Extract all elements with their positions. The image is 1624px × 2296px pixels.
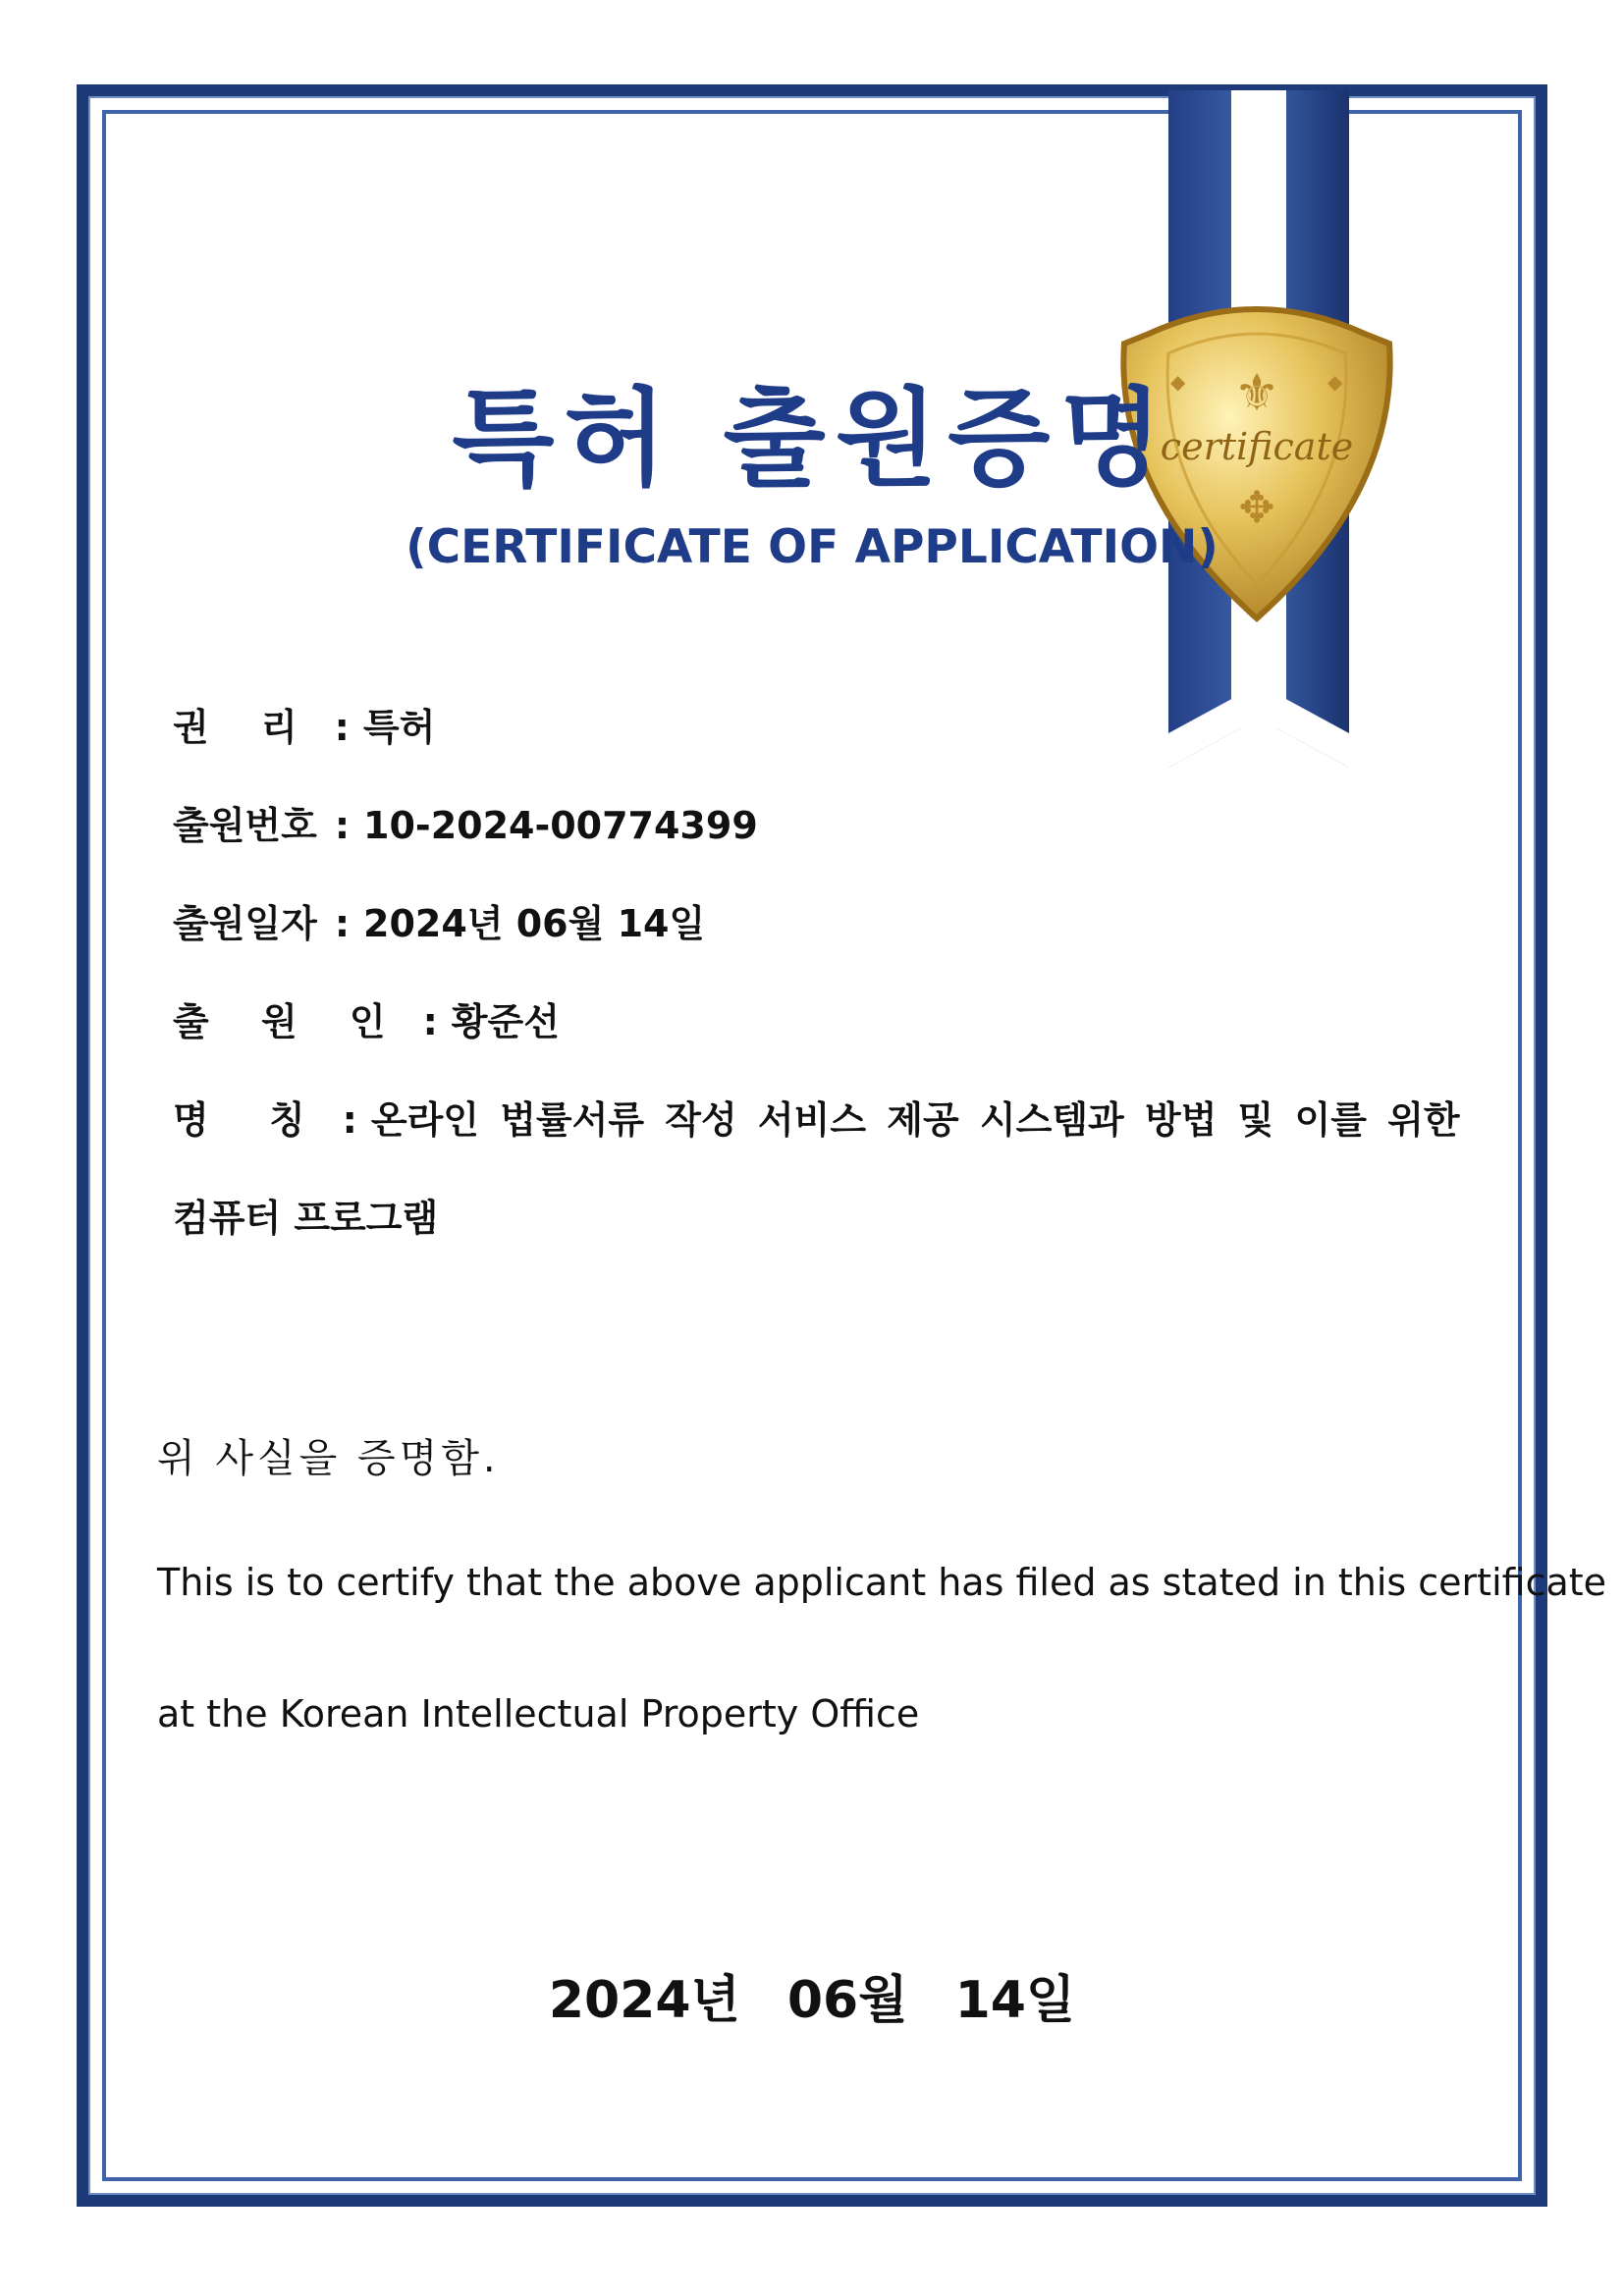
svg-text:⚜: ⚜ (1233, 364, 1280, 423)
field-separator: : (422, 1000, 438, 1043)
field-applicant (173, 991, 560, 1045)
field-application-date-label: 출원일자 (173, 902, 317, 945)
certificate-title-english: (CERTIFICATE OF APPLICATION) (406, 520, 1218, 574)
certify-statement-english-line1: This is to certify that the above applicant has filed as stated in this certificate (157, 1561, 1607, 1604)
field-separator: : (334, 706, 350, 749)
certify-statement-english-line2: at the Korean Intellectual Property Office (157, 1692, 920, 1735)
field-application-number-value: 10-2024-00774399 (363, 804, 758, 847)
certificate-title-korean: 특허 출원증명 (452, 378, 1172, 501)
field-separator: : (334, 804, 351, 847)
field-right-label: 권 리 (173, 706, 317, 749)
field-name-value-line1: 온라인 법률서류 작성 서비스 제공 시스템과 방법 및 이를 위한 (370, 1098, 1460, 1142)
svg-text:◆: ◆ (1170, 370, 1186, 394)
issue-date: 2024년 06월 14일 (548, 1971, 1076, 2030)
field-name-value-line2: 컴퓨터 프로그램 (173, 1197, 439, 1240)
svg-text:✥: ✥ (1238, 483, 1275, 533)
field-applicant-value: 황준선 (451, 1000, 560, 1043)
field-separator: : (334, 902, 351, 945)
field-applicant-label: 출 원 인 (173, 1000, 406, 1043)
field-right-value: 특허 (362, 706, 436, 749)
field-application-date-value: 2024년 06월 14일 (363, 902, 706, 945)
field-name (173, 1090, 1460, 1144)
field-application-number (173, 795, 758, 849)
certify-statement-korean: 위 사실을 증명함. (157, 1436, 500, 1481)
field-name-label: 명 칭 (173, 1098, 325, 1142)
field-application-date (173, 893, 705, 947)
svg-text:certificate: certificate (1160, 425, 1354, 468)
field-separator: : (342, 1098, 357, 1142)
svg-text:◆: ◆ (1327, 370, 1343, 394)
field-name-line2 (173, 1188, 438, 1242)
field-right (173, 697, 435, 751)
field-application-number-label: 출원번호 (173, 804, 317, 847)
